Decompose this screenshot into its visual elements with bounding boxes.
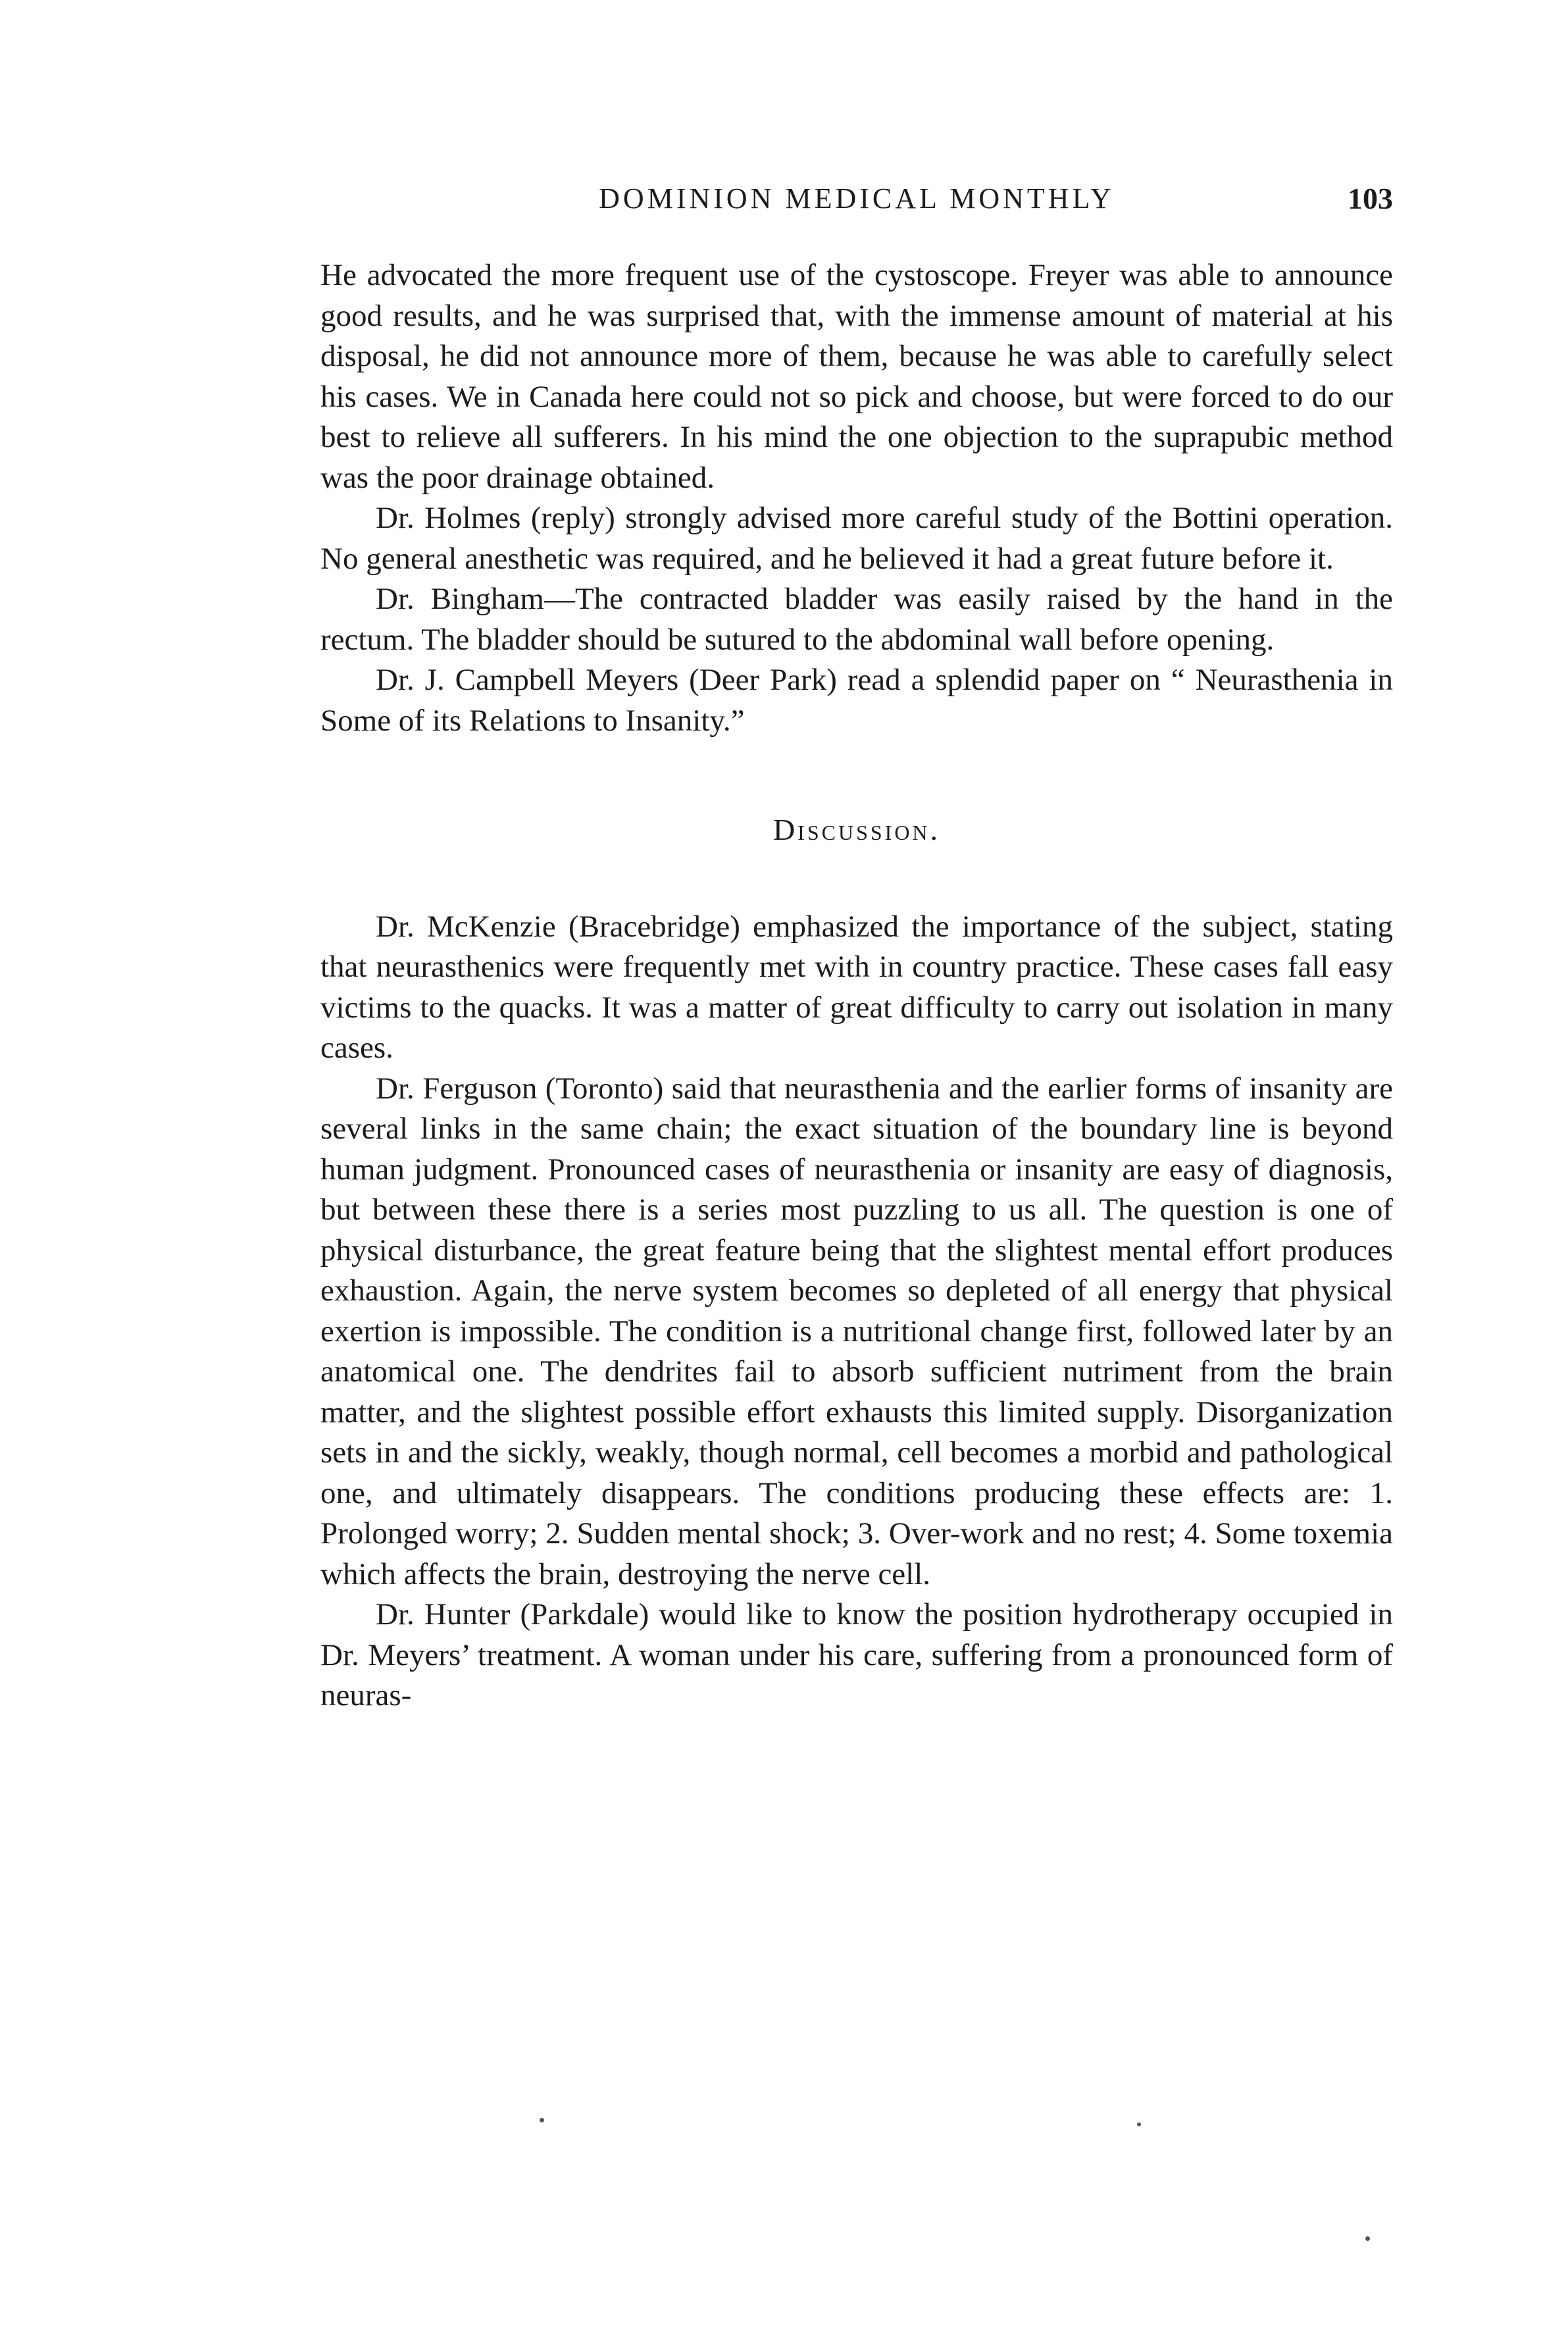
paragraph-cystoscope: He advocated the more frequent use of the cystoscope. Freyer was able to announce good results, and he was surprised that, with the immense amount of material at his disposal, he did not announce more of them, because he was able to carefully select his cases. We in Canada here could not so pick and choose, but were forced to do our best to relieve all sufferers. In his mind the one objection to the suprapubic method was the poor drainage obtained. [320, 258, 1393, 495]
paragraph-hunter: Dr. Hunter (Parkdale) would like to know the position hydrotherapy occupied in Dr. Meyers’ treatment. A woman under his care, suffering from a pronounced form of neuras- [320, 1597, 1393, 1712]
page-number: 103 [1348, 182, 1393, 215]
body-text [320, 255, 1393, 1716]
paragraph-meyers: Dr. J. Campbell Meyers (Deer Park) read a splendid paper on “ Neurasthenia in Some of its Relations to Insanity.” [320, 663, 1393, 738]
paragraph-ferguson: Dr. Ferguson (Toronto) said that neurasthenia and the earlier forms of insanity are several links in the same chain; the exact situation of the boundary line is beyond human judgment. Pronounced cases of neurasthenia or insanity are easy of diagnosis, but between these there is a series most puzzling to us all. The question is one of physical disturbance, the great feature being that the slightest mental effort produces exhaustion. Again, the nerve system becomes so depleted of all energy that physical exertion is impossible. The condition is a nutritional change first, followed later by an anatomical one. The dendrites fail to absorb sufficient nutriment from the brain matter, and the slightest possible effort exhausts this limited supply. Disorganization sets in and the sickly, weakly, though normal, cell becomes a morbid and pathological one, and ultimately disappears. The conditions producing these effects are: 1. Prolonged worry; 2. Sudden mental shock; 3. Over-work and no rest; 4. Some toxemia which affects the brain, destroying the nerve cell. [320, 1071, 1393, 1591]
paragraph-mckenzie: Dr. McKenzie (Bracebridge) emphasized the importance of the subject, stating that neurasthenics were frequently met with in country practice. These cases fall easy victims to the quacks. It was a matter of great difficulty to carry out isolation in many cases. [320, 909, 1393, 1065]
print-speck [1137, 2122, 1141, 2126]
running-title: DOMINION MEDICAL MONTHLY [599, 182, 1115, 215]
paragraph-holmes: Dr. Holmes (reply) strongly advised more careful study of the Bottini operation. No general anesthetic was required, and he believed it had a great future before it. [320, 501, 1393, 576]
print-speck [1365, 2236, 1370, 2241]
paragraph-bingham: Dr. Bingham—The contracted bladder was easily raised by the hand in the rectum. The bladder should be sutured to the abdominal wall before opening. [320, 582, 1393, 657]
print-speck [540, 2118, 544, 2122]
section-heading: Discussion. [772, 813, 941, 846]
running-head [320, 179, 1393, 225]
